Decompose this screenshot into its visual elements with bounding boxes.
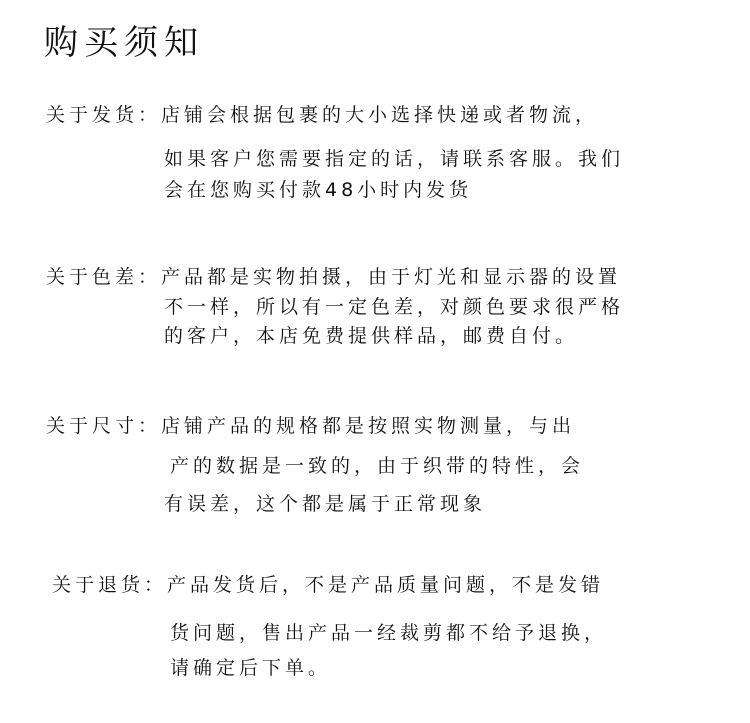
shipping-text-1: 店铺会根据包裹的大小选择快递或者物流，	[161, 104, 599, 126]
returns-line-1	[52, 571, 604, 599]
color-diff-line-1	[46, 263, 621, 291]
size-text-3: 有误差，这个都是属于正常现象	[164, 493, 487, 515]
returns-label: 关于退货：	[52, 574, 168, 596]
size-line-1	[46, 412, 575, 440]
page-title: 购买须知	[44, 23, 204, 63]
color-diff-text-3: 的客户，本店免费提供样品，邮费自付。	[164, 325, 579, 347]
returns-text-3: 请确定后下单。	[170, 657, 332, 679]
shipping-text-3: 会在您购买付款48小时内发货	[164, 179, 473, 201]
returns-text-1: 产品发货后，不是产品质量问题，不是发错	[167, 574, 605, 596]
shipping-label: 关于发货：	[46, 104, 162, 126]
size-text-2: 产的数据是一致的，由于织带的特性，会	[170, 455, 585, 477]
color-diff-label: 关于色差：	[46, 266, 162, 288]
size-label: 关于尺寸：	[46, 415, 162, 437]
shipping-text-2: 如果客户您需要指定的话，请联系客服。我们	[164, 148, 625, 170]
shipping-line-1	[46, 101, 598, 129]
color-diff-text-1: 产品都是实物拍摄，由于灯光和显示器的设置	[161, 266, 622, 288]
size-text-1: 店铺产品的规格都是按照实物测量，与出	[161, 415, 576, 437]
color-diff-text-2: 不一样，所以有一定色差，对颜色要求很严格	[164, 296, 625, 318]
returns-text-2: 货问题，售出产品一经裁剪都不给予退换，	[170, 622, 608, 644]
